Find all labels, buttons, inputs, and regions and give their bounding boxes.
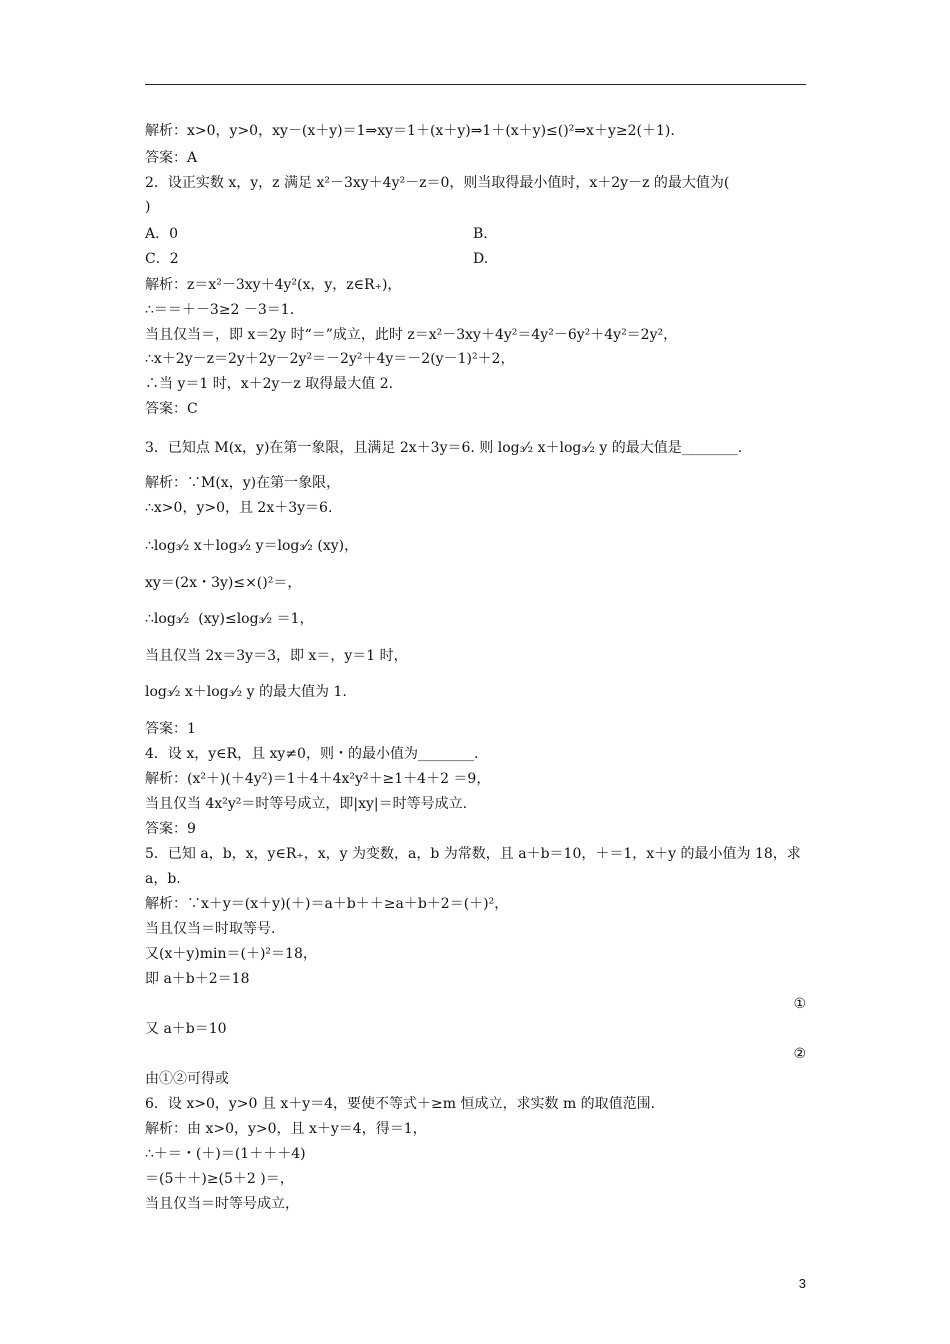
text-line: ∴x＋2y－z＝2y＋2y－2y²＝－2y²＋4y＝－2(y－1)²＋2， bbox=[145, 351, 515, 367]
text-line: 又(x＋y)min＝(＋)²＝18， bbox=[145, 946, 317, 962]
text-line: 当且仅当 2x＝3y＝3，即 x＝，y＝1 时， bbox=[145, 648, 408, 664]
text-line: ∴log₃⁄₂ (xy)≤log₃⁄₂ ＝1， bbox=[145, 611, 314, 627]
text-line: 由①②可得或 bbox=[145, 1071, 229, 1087]
equation-marker-2: ② bbox=[793, 1046, 806, 1062]
text-line: 答案：C bbox=[145, 401, 198, 417]
text-line: ∴＝＝＋－3≥2 －3＝1. bbox=[145, 302, 295, 318]
text-line: 3．已知点 M(x，y)在第一象限，且满足 2x＋3y＝6. 则 log₃⁄₂ x＋log₃⁄₂ y 的最大值是________. bbox=[145, 440, 743, 456]
text-line: ∴x>0，y>0，且 2x＋3y＝6. bbox=[145, 500, 333, 516]
text-line: 6．设 x>0，y>0 且 x＋y＝4，要使不等式＋≥m 恒成立，求实数 m 的取值范围. bbox=[145, 1096, 656, 1112]
text-line: 解析：(x²＋)(＋4y²)＝1＋4＋4x²y²＋≥1＋4＋2 ＝9， bbox=[145, 771, 491, 787]
option-a: A．0 bbox=[145, 226, 179, 242]
text-line: ∴log₃⁄₂ x＋log₃⁄₂ y＝log₃⁄₂ (xy)， bbox=[145, 538, 359, 554]
text-line: 2．设正实数 x，y，z 满足 x²－3xy＋4y²－z＝0，则当取得最小值时，x＋2y－z 的最大值为( bbox=[145, 175, 730, 191]
text-line: log₃⁄₂ x＋log₃⁄₂ y 的最大值为 1. bbox=[145, 684, 347, 700]
text-line: xy＝(2x・3y)≤×()²＝， bbox=[145, 575, 302, 591]
text-line: 解析：∵x＋y＝(x＋y)(＋)＝a＋b＋＋≥a＋b＋2＝(＋)²， bbox=[145, 896, 509, 912]
text-line: 解析：z＝x²－3xy＋4y²(x，y，z∈R₊)， bbox=[145, 277, 402, 293]
header-rule bbox=[145, 84, 806, 85]
text-line: 5．已知 a，b，x，y∈R₊，x，y 为变数，a，b 为常数，且 a＋b＝10，＋＝1，x＋y 的最小值为 18，求 bbox=[145, 846, 801, 862]
text-line: 答案：1 bbox=[145, 721, 196, 737]
option-b: B. bbox=[473, 226, 488, 242]
text-line: ∴当 y＝1 时，x＋2y－z 取得最大值 2. bbox=[145, 376, 394, 392]
text-line: 当且仅当＝时取等号. bbox=[145, 921, 276, 937]
text-line: 又 a＋b＝10 bbox=[145, 1021, 227, 1037]
text-line: 4．设 x，y∈R，且 xy≠0，则・的最小值为________. bbox=[145, 746, 479, 762]
page-number: 3 bbox=[798, 1276, 806, 1291]
text-line: 当且仅当＝，即 x＝2y 时“＝”成立，此时 z＝x²－3xy＋4y²＝4y²－6y²＋4y²＝2y²， bbox=[145, 327, 678, 343]
text-line: ∴＋＝・(＋)＝(1＋＋＋4) bbox=[145, 1146, 306, 1162]
text-line: 答案：A bbox=[145, 150, 198, 166]
option-c: C．2 bbox=[145, 251, 179, 267]
text-line: ) bbox=[145, 199, 151, 215]
text-line: 解析：x>0，y>0，xy－(x＋y)＝1⇒xy＝1＋(x＋y)⇒1＋(x＋y)≤()²⇒x＋y≥2(＋1). bbox=[145, 123, 675, 139]
text-line: 即 a＋b＋2＝18 bbox=[145, 971, 250, 987]
text-line: 解析：∵M(x，y)在第一象限， bbox=[145, 475, 341, 491]
text-line: ＝(5＋＋)≥(5＋2 )＝， bbox=[145, 1171, 294, 1187]
text-line: 当且仅当 4x²y²＝时等号成立，即|xy|＝时等号成立. bbox=[145, 796, 468, 812]
option-d: D. bbox=[473, 251, 489, 267]
equation-marker-1: ① bbox=[793, 996, 806, 1012]
text-line: 当且仅当＝时等号成立， bbox=[145, 1196, 299, 1212]
text-line: 答案：9 bbox=[145, 821, 196, 837]
text-line: a，b. bbox=[145, 871, 181, 887]
text-line: 解析：由 x>0，y>0，且 x＋y＝4，得＝1， bbox=[145, 1121, 427, 1137]
